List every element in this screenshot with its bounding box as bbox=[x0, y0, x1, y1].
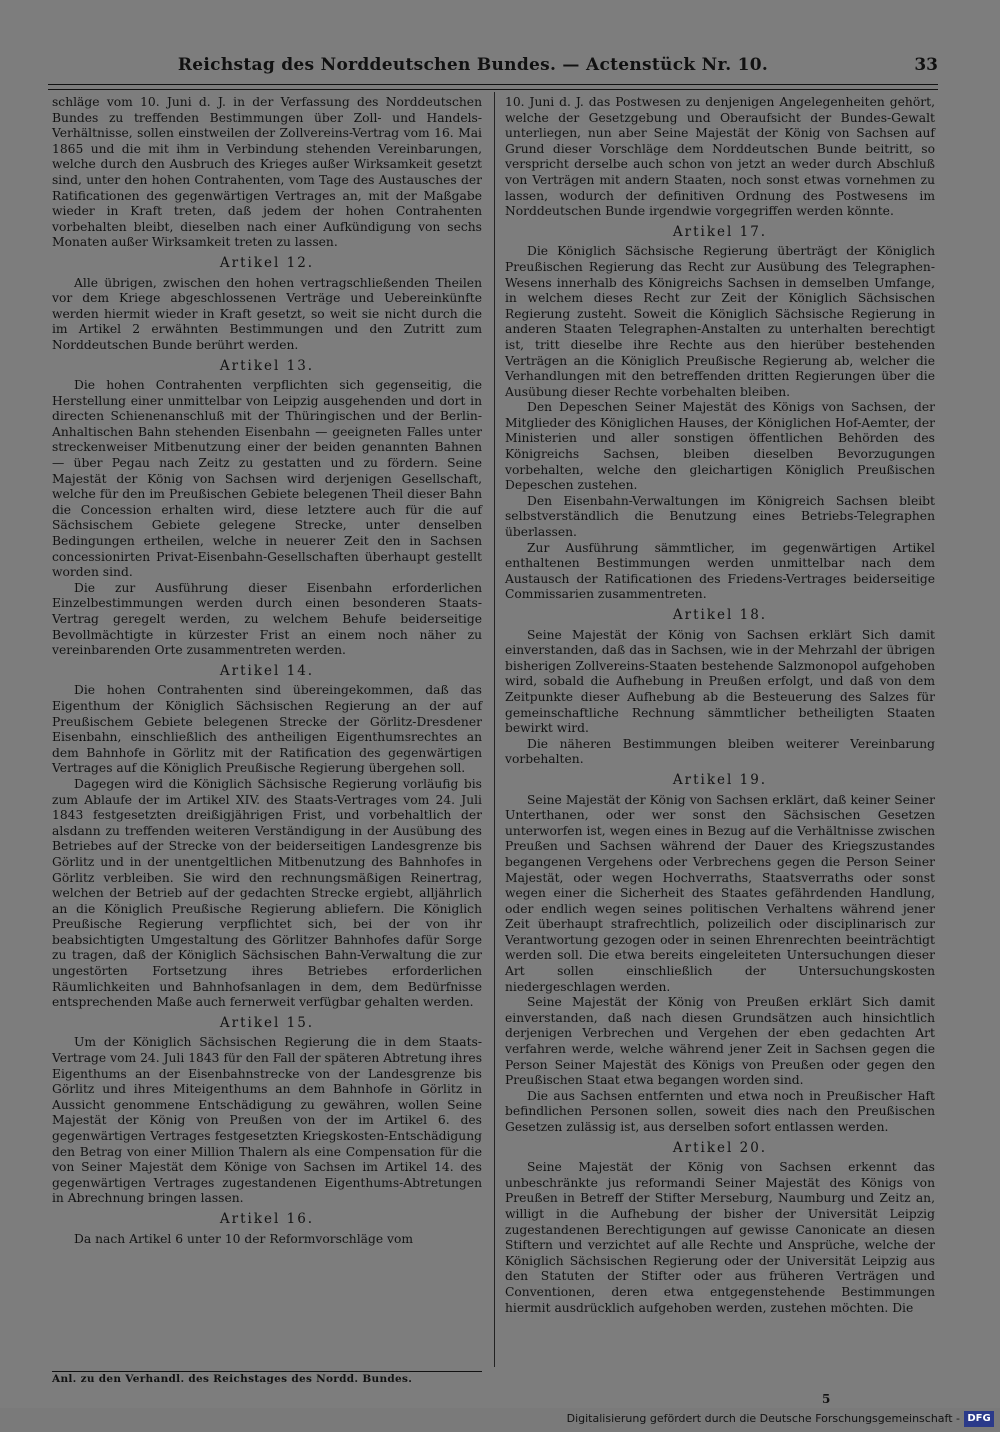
left-paragraph: Alle übrigen, zwischen den hohen vertragschließenden Theilen vor dem Kriege abgeschlossenen Verträge und Uebereinkünfte werden hiermit wieder in Kraft gesetzt, so weit sie nicht durch die im Artikel 2 erwähnten Bestimmungen und den Zutritt zum Norddeutschen Bunde berührt werden. bbox=[52, 275, 482, 352]
right-paragraph: Den Depeschen Seiner Majestät des Königs von Sachsen, der Mitglieder des Königlichen Hauses, der Königlichen Hof-Aemter, der Ministerien und aller sonstigen öffentlichen Behörden des Königreichs Sachsen, bleiben dieselben Bevorzugungen vorbehalten, welche den gleichartigen Königlich Preußischen Depeschen zustehen. bbox=[505, 400, 935, 493]
left-article-heading: Artikel 13. bbox=[219, 357, 315, 374]
page-header bbox=[48, 55, 938, 81]
left-article-heading: Artikel 12. bbox=[219, 254, 315, 271]
left-paragraph: Die zur Ausführung dieser Eisenbahn erforderlichen Einzelbestimmungen werden durch einen besonderen Staats-Vertrag geregelt werden, zu welchem Behufe beiderseitige Bevollmächtigte in kürzester Frist an einem noch näher zu vereinbarenden Orte zusammentreten werden. bbox=[52, 580, 482, 658]
right-article-heading: Artikel 20. bbox=[672, 1139, 768, 1156]
footer-rule bbox=[52, 1371, 482, 1372]
running-title: Reichstag des Norddeutschen Bundes. — Actenstück Nr. 10. bbox=[177, 55, 769, 75]
left-article-heading: Artikel 14. bbox=[219, 662, 315, 679]
right-paragraph: Zur Ausführung sämmtlicher, im gegenwärtigen Artikel enthaltenen Bestimmungen werden unmittelbar nach dem Austausch der Ratificationen des Friedens-Vertrages beiderseitige Commissarien zusammentreten. bbox=[505, 540, 935, 602]
left-paragraph: Die hohen Contrahenten verpflichten sich gegenseitig, die Herstellung einer unmittelbar von Leipzig ausgehenden und dort in directen Schienenanschluß mit der Thüringischen und der Berlin-Anhaltischen Bahn stehenden Eisenbahn — geeigneten Falles unter streckenweiser Mitbenutzung einer der beiden genannten Bahnen — über Pegau nach Zeitz zu gestatten und zu fördern. Seine Majestät der König von Sachsen wird derjenigen Gesellschaft, welche für den im Preußischen Gebiete belegenen Theil dieser Bahn die Concession erhalten wird, diese letztere auch für die auf Sächsischem Gebiete gelegene Strecke, unter denselben Bedingungen ertheilen, welche in neuerer Zeit den in Sachsen concessionirten Privat-Eisenbahn-Gesellschaften überhaupt gestellt worden sind. bbox=[52, 378, 482, 580]
credit-bar bbox=[0, 1408, 1000, 1432]
left-paragraph: Um der Königlich Sächsischen Regierung die in dem Staats-Vertrage vom 24. Juli 1843 für den Fall der späteren Abtretung ihres Eigenthums an der Eisenbahnstrecke von der Landesgrenze bis Görlitz und ihres Miteigenthums an dem Bahnhofe in Görlitz in Aussicht genommene Entschädigung zu gewähren, wollen Seine Majestät der König von Preußen von der im Artikel 6. des gegenwärtigen Vertrages festgesetzten Kriegskosten-Entschädigung den Betrag von einer Million Thalern als eine Compensation für die von Seiner Majestät dem Könige von Sachsen im Artikel 14. des gegenwärtigen Vertrages zugestandenen Eigenthums-Abtretungen in Abrechnung bringen lassen. bbox=[52, 1035, 482, 1206]
right-column bbox=[505, 95, 935, 1316]
right-paragraph: Die näheren Bestimmungen bleiben weiterer Vereinbarung vorbehalten. bbox=[505, 736, 935, 767]
right-paragraph: Den Eisenbahn-Verwaltungen im Königreich Sachsen bleibt selbstverständlich die Benutzung eines Betriebs-Telegraphen überlassen. bbox=[505, 493, 935, 540]
right-article-heading: Artikel 17. bbox=[672, 223, 768, 240]
left-paragraph: Dagegen wird die Königlich Sächsische Regierung vorläufig bis zum Ablaufe der im Artikel XIV. des Staats-Vertrages vom 24. Juli 1843 festgesetzten dreißigjährigen Frist, und vorbehaltlich der alsdann zu treffenden weiteren Verständigung in der Ausübung des Betriebes auf der Strecke von der beiderseitigen Landesgrenze bis Görlitz und in der unentgeltlichen Mitbenutzung des Bahnhofes in Görlitz verbleiben. Sie wird den rechnungsmäßigen Reinertrag, welchen der Betrieb auf der gedachten Strecke ergiebt, alljährlich an die Königlich Preußische Regierung abliefern. Die Königlich Preußische Regierung verpflichtet sich, bei der von ihr beabsichtigten Umgestaltung des Görlitzer Bahnhofes dafür Sorge zu tragen, daß der Königlich Sächsischen Bahn-Verwaltung die zur ungestörten Fortsetzung ihres Betriebes erforderlichen Räumlichkeiten und Bahnhofsanlagen in dem, dem Bedürfnisse entsprechenden Maße auch fernerweit verfügbar gehalten werden. bbox=[52, 776, 482, 1010]
page-number: 33 bbox=[914, 55, 938, 75]
left-paragraph: Da nach Artikel 6 unter 10 der Reformvorschläge vom bbox=[74, 1231, 414, 1246]
right-paragraph: Seine Majestät der König von Sachsen erklärt Sich damit einverstanden, daß das in Sachsen, wie in der Mehrzahl der übrigen bisherigen Zollvereins-Staaten bestehende Salzmonopol aufgehoben wird, sobald die Aufhebung in Preußen erfolgt, und daß von dem Zeitpunkte dieser Aufhebung ab die Besteuerung des Salzes für gemeinschaftliche Rechnung sämmtlicher betheiligten Staaten bewirkt wird. bbox=[505, 627, 935, 736]
credit-text: Digitalisierung gefördert durch die Deutsche Forschungsgemeinschaft - bbox=[566, 1412, 960, 1425]
header-rule-thin bbox=[48, 89, 938, 90]
left-column bbox=[52, 95, 482, 1247]
right-paragraph: Seine Majestät der König von Sachsen erkennt das unbeschränkte jus reformandi Seiner Majestät des Königs von Preußen in Betreff der Stifter Merseburg, Naumburg und Zeitz an, willigt in die Aufhebung der bisher der Universität Leipzig zugestandenen Berechtigungen auf gewisse Canonicate an diesen Stiftern und verzichtet auf alle Rechte und Ansprüche, welche der Königlich Sächsischen Regierung oder der Universität Leipzig aus den Statuten der Stifter oder aus früheren Verträgen und Conventionen, deren etwa entgegenstehende Bestimmungen hiermit ausdrücklich aufgehoben werden, zustehen möchten. Die bbox=[505, 1160, 935, 1315]
right-paragraph: Die aus Sachsen entfernten und etwa noch in Preußischer Haft befindlichen Personen sollen, soweit dies nach den Preußischen Gesetzen zulässig ist, aus derselben sofort entlassen werden. bbox=[505, 1088, 935, 1134]
right-article-heading: Artikel 18. bbox=[672, 607, 768, 623]
footer-source: Anl. zu den Verhandl. des Reichstages des Nordd. Bundes. bbox=[52, 1373, 413, 1385]
right-paragraph: Seine Majestät der König von Sachsen erklärt, daß keiner Seiner Unterthanen, oder wer sonst den Sächsischen Gesetzen unterworfen ist, wegen eines in Bezug auf die Verhältnisse zwischen Preußen und Sachsen während der Dauer des Kriegszustandes begangenen Vergehens oder Verbrechens gegen die Person Seiner Majestät, oder wegen Hochverraths, Staatsverraths oder sonst wegen einer die Sicherheit des Staates gefährdenden Handlung, oder endlich wegen seines politischen Verhaltens während jener Zeit überhaupt strafrechtlich, polizeilich oder disciplinarisch zur Verantwortung gezogen oder in seinen Ehrenrechten beeinträchtigt werden soll. Die etwa bereits eingeleiteten Untersuchungen dieser Art sollen einschließlich der Untersuchungskosten niedergeschlagen werden. bbox=[505, 792, 935, 994]
right-article-heading: Artikel 19. bbox=[672, 771, 768, 788]
right-paragraph: 10. Juni d. J. das Postwesen zu denjenigen Angelegenheiten gehört, welche der Gesetzgebung und Oberaufsicht der Bundes-Gewalt unterliegen, nun aber Seine Majestät der König von Sachsen auf Grund dieser Vorschläge dem Norddeutschen Bunde beitritt, so verspricht derselbe auch schon von jetzt an weder durch Abschluß von Verträgen mit andern Staaten, noch sonst etwas vornehmen zu lassen, wodurch der definitiven Ordnung des Postwesens im Norddeutschen Bunde irgendwie vorgegriffen werden könnte. bbox=[505, 95, 935, 219]
right-paragraph: Seine Majestät der König von Preußen erklärt Sich damit einverstanden, daß nach diesen Grundsätzen auch hinsichtlich derjenigen Verbrechen und Vergehen der eben gedachten Art verfahren werde, welche während jener Zeit in Sachsen gegen die Person Seiner Majestät des Königs von Preußen oder gegen den Preußischen Staat etwa begangen worden sind. bbox=[505, 995, 935, 1088]
column-separator bbox=[494, 92, 495, 1367]
header-rule bbox=[48, 84, 938, 85]
left-paragraph: schläge vom 10. Juni d. J. in der Verfassung des Norddeutschen Bundes zu treffenden Bestimmungen über Zoll- und Handels-Verhältnisse, sollen einstweilen der Zollvereins-Vertrag vom 16. Mai 1865 und die mit ihm in Verbindung stehenden Vereinbarungen, welche durch den Ausbruch des Krieges außer Wirksamkeit gesetzt sind, unter den hohen Contrahenten, vom Tage des Austausches der Ratificationen des gegenwärtigen Vertrages an, mit der Maßgabe wieder in Kraft treten, daß jedem der hohen Contrahenten vorbehalten bleibt, dieselben nach einer Aufkündigung von sechs Monaten außer Wirksamkeit treten zu lassen. bbox=[52, 95, 482, 250]
left-article-heading: Artikel 15. bbox=[219, 1014, 315, 1031]
left-paragraph: Die hohen Contrahenten sind übereingekommen, daß das Eigenthum der Königlich Sächsischen Regierung an der auf Preußischem Gebiete belegenen Strecke der Görlitz-Dresdener Eisenbahn, einschließlich des antheiligen Eigenthumsrechtes an dem Bahnhofe in Görlitz mit der Ratification des gegenwärtigen Vertrages auf die Königlich Preußische Regierung übergehen soll. bbox=[52, 683, 482, 776]
left-article-heading: Artikel 16. bbox=[219, 1210, 315, 1227]
dfg-logo: DFG bbox=[964, 1411, 994, 1427]
signature-mark: 5 bbox=[822, 1392, 831, 1406]
right-paragraph: Die Königlich Sächsische Regierung überträgt der Königlich Preußischen Regierung das Recht zur Ausübung des Telegraphen-Wesens innerhalb des Königreichs Sachsen in demselben Umfange, in welchem dieses Recht zur Zeit der Königlich Sächsischen Regierung zusteht. Soweit die Königlich Sächsische Regierung in anderen Staaten Telegraphen-Anstalten zu unterhalten berechtigt ist, tritt dieselbe ihre Rechte aus den hierüber bestehenden Verträgen an die Königlich Preußische Regierung ab, welcher die Verhandlungen mit den betreffenden dritten Regierungen über die Ausübung dieser Rechte vorbehalten bleiben. bbox=[505, 244, 935, 399]
